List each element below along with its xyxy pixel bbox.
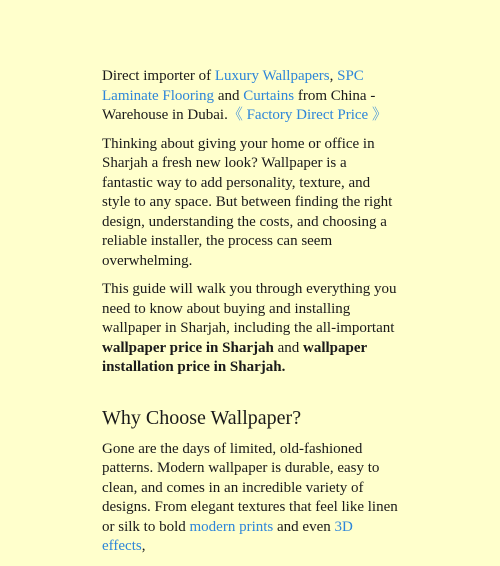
guide-and: and	[273, 339, 303, 356]
installation-price-bold: wallpaper installation price in Sharjah.	[102, 339, 367, 375]
spc-flooring-link[interactable]: SPC Laminate Flooring	[102, 68, 364, 104]
curtains-link[interactable]: Curtains	[243, 87, 295, 104]
body-paragraph-renovation: Thinking about giving your home or office in Sharjah a fresh new look? Wallpaper is a fantastic way to add personality, texture, and style to any space. But between finding the right design, understanding the costs, and choosing a reliable installer, the process can seem overwhelming.	[102, 135, 393, 269]
luxury-wallpapers-link[interactable]: Luxury Wallpapers	[214, 68, 330, 84]
intro-paragraph	[102, 67, 400, 126]
why-text: Gone are the days of limited, old-fashioned patterns. Modern wallpaper is durable, easy to clean, and comes in an incredible variety of designs. From elegant textures that feel like linen or silk to bold	[102, 440, 398, 535]
guide-text: This guide will walk you through everything you need to know about buying and installing wallpaper in Sharjah, including the all-important	[102, 281, 397, 336]
body-paragraph-guide	[102, 280, 400, 378]
article-content	[102, 67, 400, 566]
intro-and: and	[214, 87, 244, 104]
why-comma: ,	[141, 538, 146, 554]
body-paragraph-why	[102, 440, 400, 557]
section-heading: Why Choose Wallpaper?	[102, 406, 302, 429]
intro-warehouse-text: from China - Warehouse in Dubai.	[102, 87, 376, 123]
wallpaper-price-bold: wallpaper price in Sharjah	[102, 339, 274, 356]
intro-separator: ,	[329, 68, 338, 84]
3d-effects-link[interactable]: 3D effects	[102, 518, 353, 554]
intro-text: Direct importer of	[102, 68, 215, 84]
modern-prints-link[interactable]: modern prints	[189, 518, 274, 535]
why-and-even: and even	[273, 518, 335, 535]
factory-direct-price-link[interactable]: 《 Factory Direct Price 》	[227, 107, 387, 123]
